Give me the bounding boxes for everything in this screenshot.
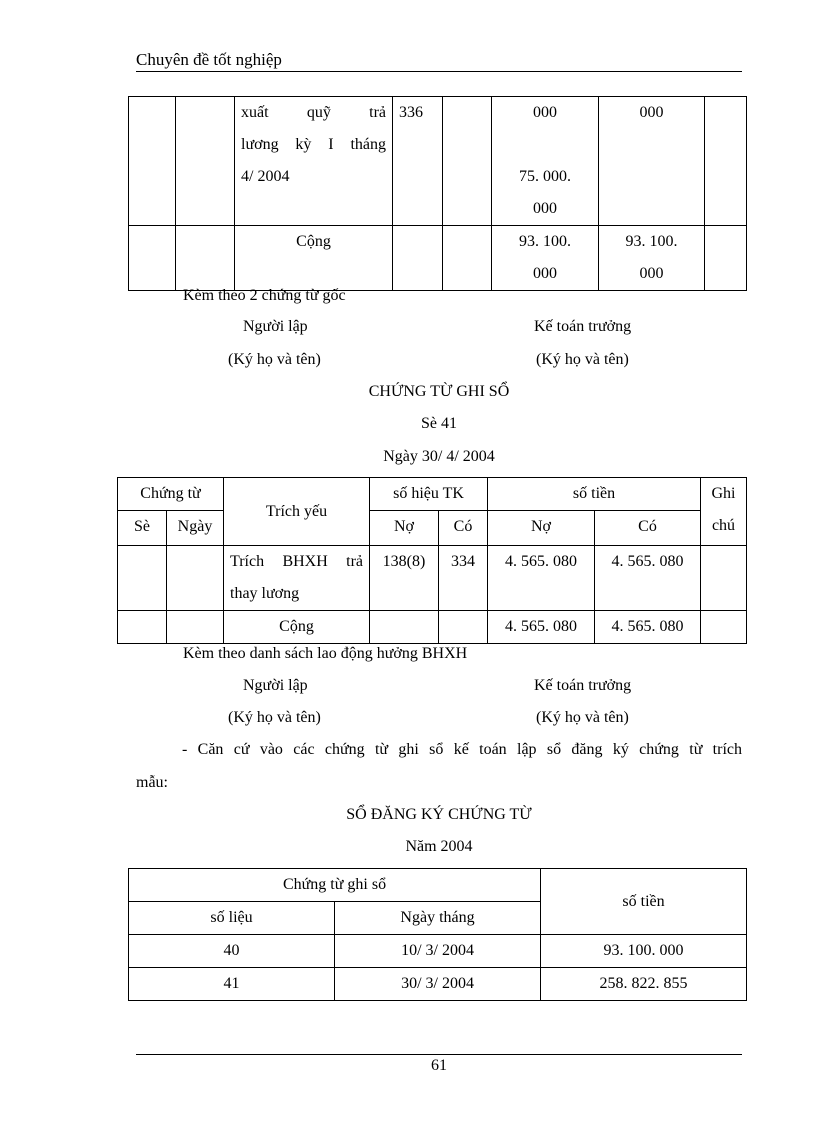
page-number: 61 <box>431 1057 447 1074</box>
preparer-label: Người lập <box>243 677 308 694</box>
amount-line: 75. 000. <box>519 168 571 185</box>
header-account-credit: Có <box>439 511 488 546</box>
table-cell <box>129 97 176 226</box>
header-date: Ngày tháng <box>335 902 541 935</box>
register-date-cell: 30/ 3/ 2004 <box>335 968 541 1001</box>
table-cell <box>701 611 747 644</box>
amount-line: 000 <box>533 200 557 217</box>
footer-rule <box>136 1054 742 1055</box>
account-debit-cell: 138(8) <box>370 546 439 611</box>
description-cell <box>235 97 393 226</box>
voucher-title: CHỨNG TỪ GHI SỔ <box>368 383 510 400</box>
header-voucher: Chứng từ <box>118 478 224 511</box>
attachment-note: Kèm theo danh sách lao động hưởng BHXH <box>183 645 468 662</box>
header-note <box>701 478 747 546</box>
amount-line: 000 <box>639 265 664 282</box>
table-cell <box>443 226 492 291</box>
header-amount-debit: Nợ <box>488 511 595 546</box>
chief-sign-note: (Ký họ và tên) <box>536 709 629 726</box>
total-debit-cell: 4. 565. 080 <box>488 611 595 644</box>
amount-line: 000 <box>533 265 557 282</box>
register-number-cell: 41 <box>129 968 335 1001</box>
total-debit-cell <box>492 226 599 291</box>
amount-line: 93. 100. <box>625 233 678 250</box>
total-credit-cell: 4. 565. 080 <box>595 611 701 644</box>
voucher-number: Sè 41 <box>421 415 457 432</box>
attachment-note: Kèm theo 2 chứng từ gốc <box>183 287 346 304</box>
amount-line <box>498 129 592 161</box>
preparer-sign-note: (Ký họ và tên) <box>228 351 321 368</box>
table-row <box>129 97 747 226</box>
body-paragraph-line: - Căn cứ vào các chứng từ ghi sổ kế toán lập sổ đăng ký chứng từ trích <box>182 741 742 758</box>
register-table <box>128 868 747 1001</box>
header-account: số hiệu TK <box>370 478 488 511</box>
table-header-row <box>129 869 747 902</box>
table-cell <box>118 611 167 644</box>
table-cell <box>129 226 176 291</box>
table-header-row <box>118 478 747 511</box>
amount-line: 000 <box>639 104 664 121</box>
register-number-cell: 40 <box>129 935 335 968</box>
table-row <box>129 968 747 1001</box>
table-cell <box>393 226 443 291</box>
amount-debit-cell <box>492 97 599 226</box>
header-number: số liệu <box>129 902 335 935</box>
table-row <box>129 935 747 968</box>
header-rule <box>136 71 742 72</box>
description-cell <box>224 546 370 611</box>
chief-sign-note: (Ký họ và tên) <box>536 351 629 368</box>
table-cell <box>443 97 492 226</box>
description-line: Trích BHXH trả <box>230 553 363 570</box>
header-note-line: Ghi <box>711 485 736 502</box>
table-cell <box>176 97 235 226</box>
chief-accountant-label: Kế toán trưởng <box>534 677 632 694</box>
header-amount: số tiền <box>541 869 747 935</box>
chief-accountant-label: Kế toán trưởng <box>534 318 632 335</box>
table-cell <box>370 611 439 644</box>
preparer-label: Người lập <box>243 318 308 335</box>
total-label-cell: Cộng <box>235 226 393 291</box>
table-row <box>129 226 747 291</box>
amount-credit-cell: 4. 565. 080 <box>595 546 701 611</box>
table-cell <box>176 226 235 291</box>
amount-line: 000 <box>533 104 557 121</box>
header-amount: số tiền <box>488 478 701 511</box>
preparer-sign-note: (Ký họ và tên) <box>228 709 321 726</box>
register-date-cell: 10/ 3/ 2004 <box>335 935 541 968</box>
total-label-cell: Cộng <box>224 611 370 644</box>
register-amount-cell: 258. 822. 855 <box>541 968 747 1001</box>
description-line: thay lương <box>230 585 300 602</box>
amount-line: 93. 100. <box>519 233 571 250</box>
table-cell <box>701 546 747 611</box>
register-amount-cell: 93. 100. 000 <box>541 935 747 968</box>
header-account-debit: Nợ <box>370 511 439 546</box>
total-credit-cell <box>599 226 705 291</box>
header-amount-credit: Có <box>595 511 701 546</box>
description-line: 4/ 2004 <box>241 168 290 185</box>
voucher-date: Ngày 30/ 4/ 2004 <box>383 448 495 465</box>
page-header-title: Chuyên đề tốt nghiệp <box>136 50 282 69</box>
table-row <box>118 546 747 611</box>
table-cell <box>705 97 747 226</box>
register-year: Năm 2004 <box>405 838 473 855</box>
table-cell <box>167 611 224 644</box>
table-cell <box>167 546 224 611</box>
body-paragraph-line: mẫu: <box>136 774 168 791</box>
table-cell <box>118 546 167 611</box>
amount-credit-cell <box>599 97 705 226</box>
description-line: lương kỳ I tháng <box>241 136 386 153</box>
account-credit-cell: 334 <box>439 546 488 611</box>
header-voucher-date: Ngày <box>167 511 224 546</box>
description-line: xuất quỹ trả <box>241 104 386 121</box>
register-title: SỔ ĐĂNG KÝ CHỨNG TỪ <box>346 806 532 823</box>
account-cell: 336 <box>393 97 443 226</box>
voucher-table <box>117 477 747 644</box>
header-note-line: chú <box>711 517 736 534</box>
header-summary: Trích yếu <box>224 478 370 546</box>
table-cell <box>705 226 747 291</box>
table-cell <box>439 611 488 644</box>
header-voucher-group: Chứng từ ghi sổ <box>129 869 541 902</box>
amount-debit-cell: 4. 565. 080 <box>488 546 595 611</box>
table-header-row <box>118 511 747 546</box>
voucher-table-continued <box>128 96 747 291</box>
table-row <box>118 611 747 644</box>
header-voucher-number: Sè <box>118 511 167 546</box>
